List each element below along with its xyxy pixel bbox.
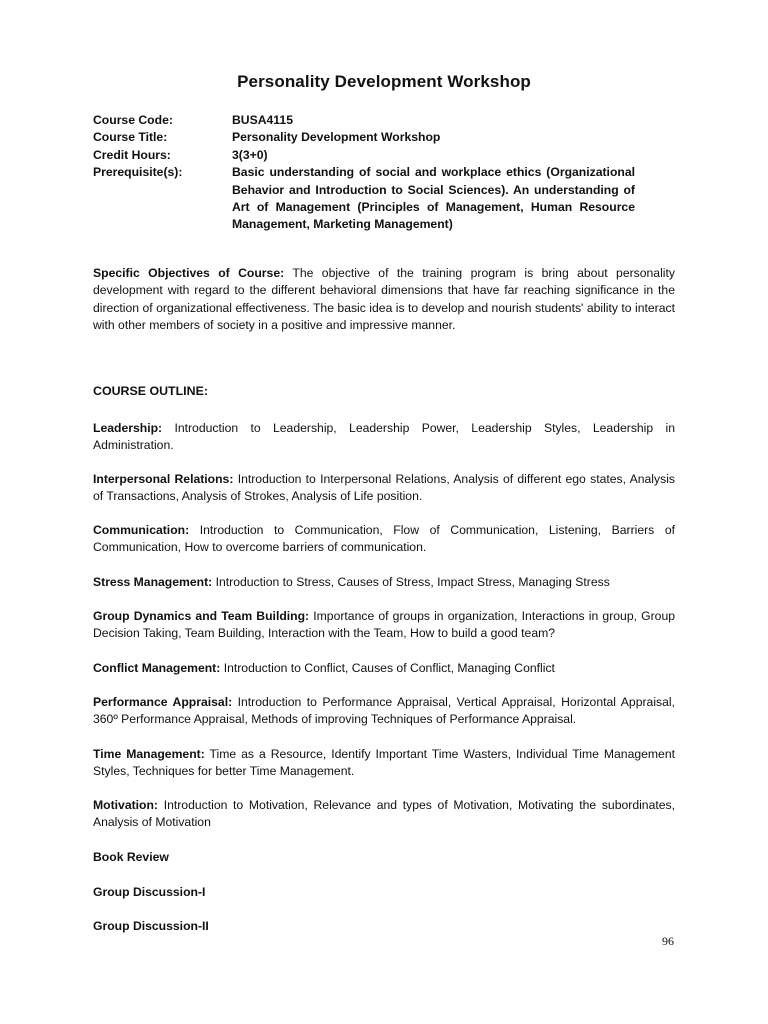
section-title: Group Dynamics and Team Building: xyxy=(93,609,310,623)
section-text: Introduction to Motivation, Relevance and types of Motivation, Motivating the subordinates, Analysis of Motivation xyxy=(93,798,676,830)
credit-hours-label: Credit Hours: xyxy=(93,147,171,162)
course-code-value: BUSA4115 xyxy=(232,113,293,127)
course-code-row xyxy=(93,112,635,129)
course-title-label: Course Title: xyxy=(93,130,168,145)
section-stress-management xyxy=(93,574,675,591)
section-text: Introduction to Conflict, Causes of Conflict, Managing Conflict xyxy=(223,661,555,675)
objectives-text: The objective of the training program is bring about personality development with regard to the different behavioral dimensions that have far reaching significance in the direction of organizational effectiveness. The basic idea is to develop and nourish students' ability to interact with other members of society in a positive and impressive manner. xyxy=(93,266,675,333)
section-text: Introduction to Communication, Flow of Communication, Listening, Barriers of Communication, How to overcome barriers of communication. xyxy=(93,523,675,555)
section-title: Conflict Management: xyxy=(93,661,221,675)
group-discussion-1-item: Group Discussion-I xyxy=(93,885,206,899)
section-interpersonal-relations xyxy=(93,471,675,506)
section-leadership xyxy=(93,420,675,455)
section-performance-appraisal xyxy=(93,694,675,729)
section-title: Time Management: xyxy=(93,747,205,761)
credit-hours-row xyxy=(93,147,635,164)
section-title: Communication: xyxy=(93,523,190,537)
page-number: 96 xyxy=(662,934,674,948)
section-text: Introduction to Leadership, Leadership Power, Leadership Styles, Leadership in Administration. xyxy=(93,421,676,453)
course-outline-heading: COURSE OUTLINE: xyxy=(93,384,208,398)
credit-hours-value: 3(3+0) xyxy=(232,147,268,162)
section-text: Importance of groups in organization, Interactions in group, Group Decision Taking, Team Building, Interaction with the Team, How to build a good team? xyxy=(93,609,675,641)
section-title: Motivation: xyxy=(93,798,158,812)
section-communication xyxy=(93,522,675,557)
document-title: Personality Development Workshop xyxy=(237,72,531,91)
course-info xyxy=(93,112,635,234)
section-text: Introduction to Interpersonal Relations, Analysis of different ego states, Analysis of Transactions, Analysis of Strokes, Analysis of Life position. xyxy=(93,472,675,504)
section-conflict-management xyxy=(93,660,675,677)
course-title-value: Personality Development Workshop xyxy=(232,130,441,145)
section-title: Stress Management: xyxy=(93,575,213,589)
group-discussion-2-item: Group Discussion-II xyxy=(93,919,209,933)
section-motivation xyxy=(93,797,675,832)
specific-objectives xyxy=(93,265,675,335)
section-text: Introduction to Stress, Causes of Stress, Impact Stress, Managing Stress xyxy=(215,575,610,589)
objectives-label: Specific Objectives of Course: xyxy=(93,266,285,280)
section-time-management xyxy=(93,746,675,781)
section-group-dynamics xyxy=(93,608,675,643)
prerequisites-row xyxy=(93,164,635,234)
section-title: Performance Appraisal: xyxy=(93,695,233,709)
prerequisites-value: Basic understanding of social and workplace ethics (Organizational Behavior and Introduction to Social Sciences). An understanding of Art of Management (Principles of Management, Human Resource Management, Marketing Management) xyxy=(232,165,635,232)
course-code-label: Course Code: xyxy=(93,113,173,127)
section-title: Interpersonal Relations: xyxy=(93,472,234,486)
section-title: Leadership: xyxy=(93,421,163,435)
course-title-row xyxy=(93,129,635,146)
prerequisites-label: Prerequisite(s): xyxy=(93,165,183,180)
book-review-item: Book Review xyxy=(93,850,169,864)
section-text: Introduction to Performance Appraisal, Vertical Appraisal, Horizontal Appraisal, 360º Performance Appraisal, Methods of improving Techniques of Performance Appraisal. xyxy=(93,695,675,727)
section-text: Time as a Resource, Identify Important Time Wasters, Individual Time Management Styles, Techniques for better Time Management. xyxy=(93,747,675,779)
